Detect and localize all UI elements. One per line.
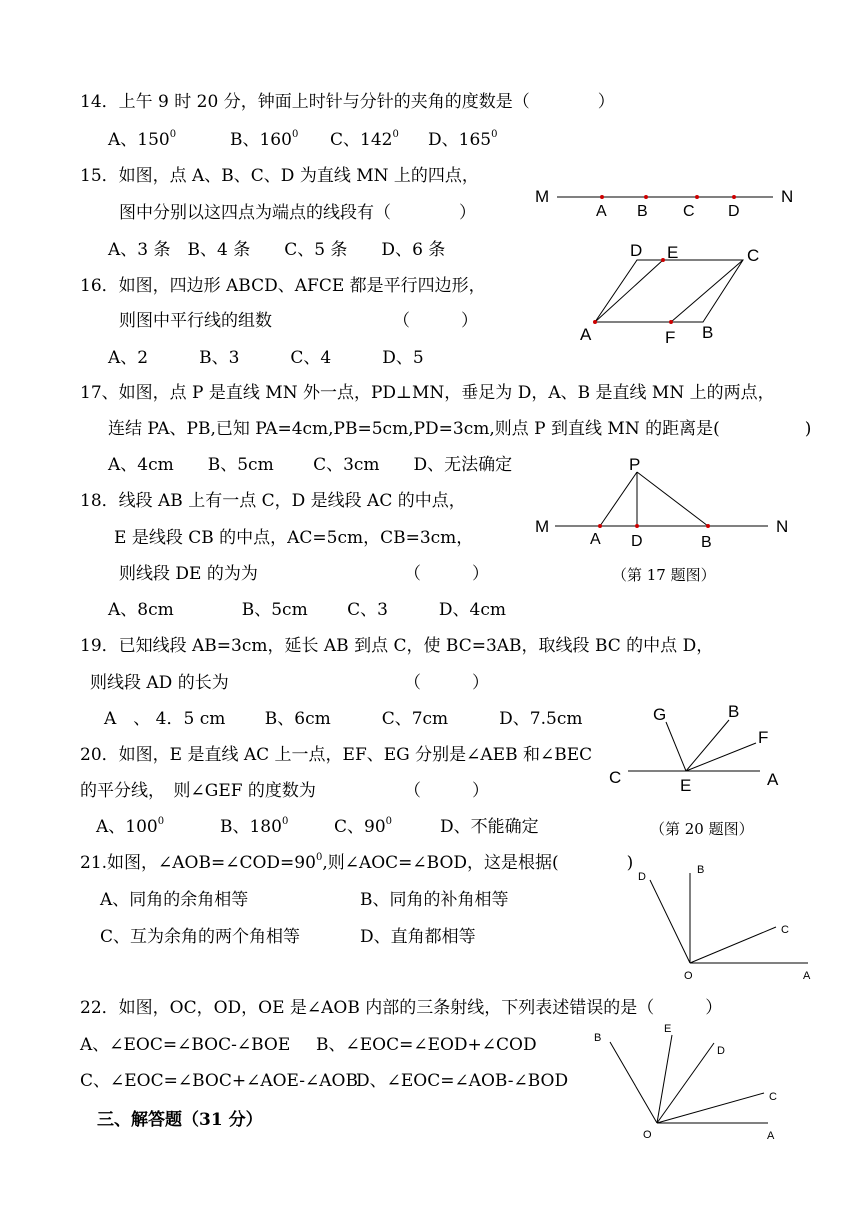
q15-label-b: B — [637, 203, 648, 220]
q19-options: A 、 4．5 cm B、6cm C、7cm D、7.5cm — [104, 709, 583, 729]
q19-blank: （ ） — [404, 673, 489, 693]
q22-option-b: B、∠EOC=∠EOD+∠COD — [316, 1035, 537, 1055]
q16-label-e: E — [667, 243, 679, 262]
q17-stem-line2: 连结 PA、PB,已知 PA=4cm,PB=5cm,PD=3cm,则点 P 到直线 MN 的距离是( ) — [108, 419, 812, 439]
q22-stem: 22．如图，OC，OD，OE 是∠AOB 内部的三条射线，下列表述错误的是（ ） — [80, 998, 723, 1018]
q17-label-a: A — [590, 531, 601, 548]
q21-option-a: A、同角的余角相等 — [100, 890, 249, 910]
q20-label-g: G — [653, 705, 667, 724]
q17-figure-caption: （第 17 题图） — [612, 566, 716, 584]
q17-stem-line1: 17、如图，点 P 是直线 MN 外一点，PD⊥MN，垂足为 D，A、B 是直线 MN 上的两点， — [80, 383, 775, 403]
q17-label-p: P — [629, 455, 641, 474]
q18-stem-line3: 则线段 DE 的为为 — [119, 564, 258, 584]
q17-options: A、4cm B、5cm C、3cm D、无法确定 — [108, 455, 513, 475]
q18-options: A、8cm B、5cm C、3 D、4cm — [108, 600, 506, 620]
q22-label-b: B — [594, 1032, 602, 1044]
q21-label-d: D — [638, 871, 646, 883]
q14-stem: 14．上午 9 时 20 分，钟面上时针与分针的夹角的度数是（ ） — [80, 92, 615, 112]
q18-stem-line2: E 是线段 CB 的中点，AC=5cm，CB=3cm， — [114, 528, 474, 548]
q16-label-d: D — [630, 241, 643, 260]
q22-label-o: O — [643, 1129, 652, 1141]
q16-label-a: A — [580, 325, 592, 344]
q18-stem-line1: 18．线段 AB 上有一点 C，D 是线段 AC 的中点， — [80, 491, 466, 511]
q22-label-c: C — [769, 1091, 777, 1103]
q19-stem-line1: 19．已知线段 AB=3cm，延长 AB 到点 C，使 BC=3AB，取线段 BC 的中点 D， — [80, 636, 714, 656]
q15-label-m: M — [535, 187, 550, 206]
q15-label-a: A — [596, 203, 607, 220]
q22-label-d: D — [717, 1045, 725, 1057]
q20-option-b: B、$180^0$ — [220, 816, 289, 837]
q16-label-f: F — [665, 328, 676, 347]
q15-stem-line1: 15．如图，点 A、B、C、D 为直线 MN 上的四点， — [80, 166, 479, 186]
q22-label-e: E — [664, 1023, 672, 1035]
q21-label-c: C — [781, 924, 789, 936]
q14-option-a: A、$150^0$ — [108, 129, 177, 150]
q17-label-d: D — [631, 533, 643, 550]
q21-option-b: B、同角的补角相等 — [360, 890, 509, 910]
q22-option-a: A、∠EOC=∠BOC-∠BOE — [80, 1035, 291, 1055]
q22-label-a: A — [767, 1130, 775, 1142]
q21-stem: 21.如图，$\angle AOB=\angle COD=90^0$,则∠AOC=∠BOD，这是根据( ) — [80, 852, 634, 873]
q18-blank: （ ） — [404, 564, 489, 584]
q20-label-a: A — [767, 770, 779, 789]
q15-label-c: C — [683, 203, 695, 220]
q20-label-b: B — [728, 702, 740, 721]
q21-option-d: D、直角都相等 — [360, 927, 476, 947]
q20-label-f: F — [758, 728, 769, 747]
q22-option-d: D、∠EOC=∠AOB-∠BOD — [356, 1071, 569, 1091]
q15-label-d: D — [728, 203, 740, 220]
q16-stem-line2: 则图中平行线的组数 — [119, 311, 272, 331]
q20-blank: （ ） — [404, 781, 489, 801]
q14-option-d: D、$165^0$ — [428, 129, 498, 150]
q20-option-a: A、$100^0$ — [96, 816, 165, 837]
q19-stem-line2: 则线段 AD 的长为 — [90, 673, 229, 693]
q16-options: A、2 B、3 C、4 D、5 — [108, 348, 424, 368]
q15-label-n: N — [781, 187, 794, 206]
q21-label-o: O — [684, 970, 693, 982]
q15-options: A、3 条 B、4 条 C、5 条 D、6 条 — [108, 240, 446, 260]
q20-stem-line1: 20．如图，E 是直线 AC 上一点，EF、EG 分别是∠AEB 和∠BEC — [80, 745, 593, 765]
q20-stem-line2: 的平分线， 则∠GEF 的度数为 — [80, 781, 316, 801]
q16-label-b: B — [702, 323, 714, 342]
q20-option-d: D、不能确定 — [440, 817, 539, 837]
q21-option-c: C、互为余角的两个角相等 — [100, 927, 301, 947]
q15-stem-line2: 图中分别以这四点为端点的线段有（ ） — [119, 203, 476, 223]
q17-label-m: M — [535, 517, 550, 536]
q17-label-n: N — [776, 517, 789, 536]
q20-label-c: C — [609, 768, 622, 787]
q16-stem-line1: 16．如图，四边形 ABCD、AFCE 都是平行四边形， — [80, 276, 486, 296]
q16-label-c: C — [747, 246, 760, 265]
q17-label-b: B — [701, 534, 712, 551]
q20-figure-caption: （第 20 题图） — [650, 820, 754, 838]
q21-label-b: B — [697, 864, 705, 876]
q21-label-a: A — [803, 970, 811, 982]
q14-option-b: B、$160^0$ — [230, 129, 299, 150]
q16-blank: （ ） — [393, 311, 478, 331]
q20-option-c: C、$90^0$ — [334, 816, 393, 837]
section-heading: 三、解答题（31 分） — [97, 1110, 263, 1130]
q22-option-c: C、∠EOC=∠BOC+∠AOE-∠AOB — [80, 1071, 358, 1091]
q14-option-c: C、$142^0$ — [330, 129, 399, 150]
q20-label-e: E — [680, 776, 692, 795]
